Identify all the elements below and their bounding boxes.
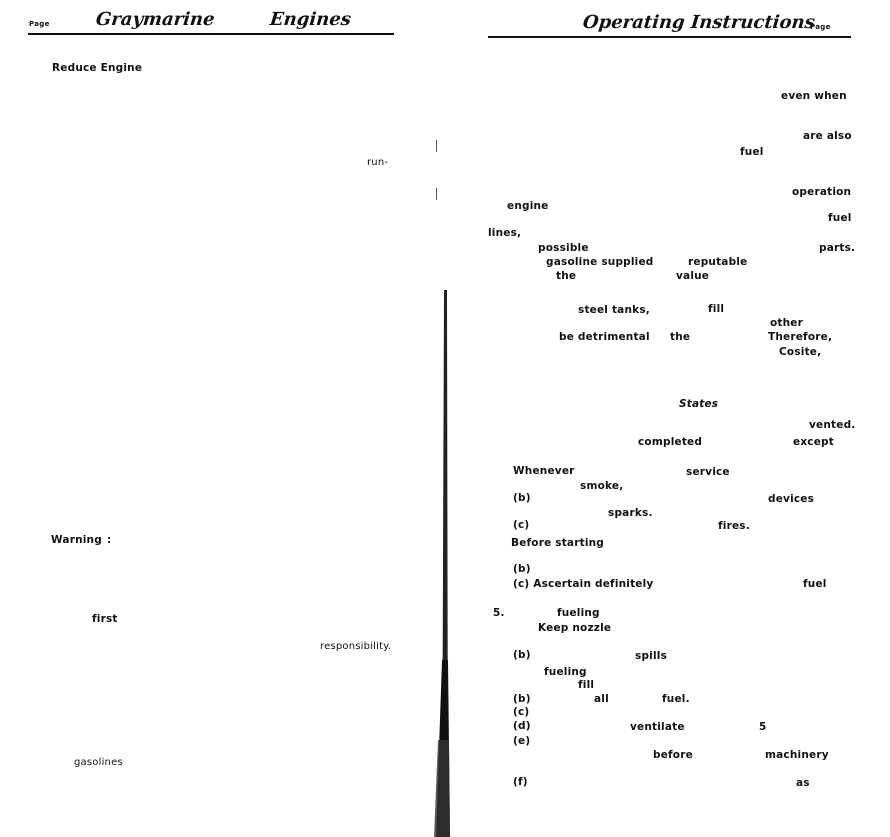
text-fragment: engine [507,200,549,212]
text-fragment: machinery [765,749,829,761]
text-fragment: as [796,777,810,789]
text-fragment: (c) Ascertain definitely [513,578,654,590]
text-fragment: (b) [513,563,531,575]
right-header-rule [488,36,851,38]
text-fragment: smoke, [580,480,624,492]
text-fragment: fill [578,679,595,691]
text-fragment: (b) [513,649,531,661]
text-fragment: lines, [488,227,522,239]
text-fragment: steel tanks, [578,304,650,316]
text-fragment: operation [792,186,852,198]
text-fragment: (d) [513,720,531,732]
text-fragment: (c) [513,519,530,531]
right-page-label: Page [810,23,831,31]
text-fragment: fuel [828,212,852,224]
text-fragment: (f) [513,776,528,788]
text-fragment: fuel [740,146,764,158]
text-fragment: Reduce Engine [52,62,143,74]
text-fragment: (e) [513,735,531,747]
text-fragment: parts. [819,242,856,254]
right-header-title: Operating Instructions [581,12,816,33]
text-fragment: other [770,317,804,329]
text-fragment: (b) [513,693,531,705]
text-fragment: Before starting [511,537,605,549]
text-fragment: fuel. [662,693,690,705]
text-fragment: are also [803,130,852,142]
text-fragment: possible [538,242,589,254]
text-fragment: all [594,693,609,705]
text-fragment: Keep nozzle [538,622,612,634]
text-fragment: be detrimental [559,331,650,343]
text-fragment: : [107,534,112,546]
left-header-title-1: Graymarine [94,9,216,30]
text-fragment: vented. [809,419,856,431]
text-fragment: Whenever [513,465,575,477]
text-fragment: fires. [718,520,750,532]
left-page-label: Page [29,20,50,28]
left-header-rule [28,33,394,35]
text-fragment: the [670,331,691,343]
text-fragment: gasoline supplied [546,256,654,268]
text-fragment: fill [708,303,725,315]
left-header-title-2: Engines [268,9,353,30]
text-fragment: gasolines [74,757,123,768]
text-fragment: States [679,398,719,410]
text-fragment: before [653,749,693,761]
text-fragment: first [92,613,118,625]
text-fragment: service [686,466,730,478]
text-fragment: the [556,270,577,282]
text-fragment: Therefore, [768,331,833,343]
text-fragment: responsibility. [320,641,392,652]
text-fragment: even when [781,90,847,102]
left-page [0,0,440,837]
text-fragment: completed [638,436,703,448]
text-fragment: Cosite, [779,346,822,358]
text-fragment: fueling [544,666,587,678]
text-fragment: value [676,270,710,282]
text-fragment: fueling [557,607,600,619]
text-fragment: ventilate [630,721,685,733]
text-fragment: reputable [688,256,748,268]
text-fragment: (b) [513,492,531,504]
right-page [445,0,890,837]
text-fragment: run- [367,157,389,168]
text-fragment: Warning [51,534,102,546]
text-fragment: 5. [493,607,505,619]
text-fragment: sparks. [608,507,653,519]
text-fragment: (c) [513,706,530,718]
text-fragment: spills [635,650,668,662]
text-fragment: except [793,436,834,448]
text-fragment: devices [768,493,815,505]
text-fragment: 5 [759,721,767,733]
text-fragment: fuel [803,578,827,590]
